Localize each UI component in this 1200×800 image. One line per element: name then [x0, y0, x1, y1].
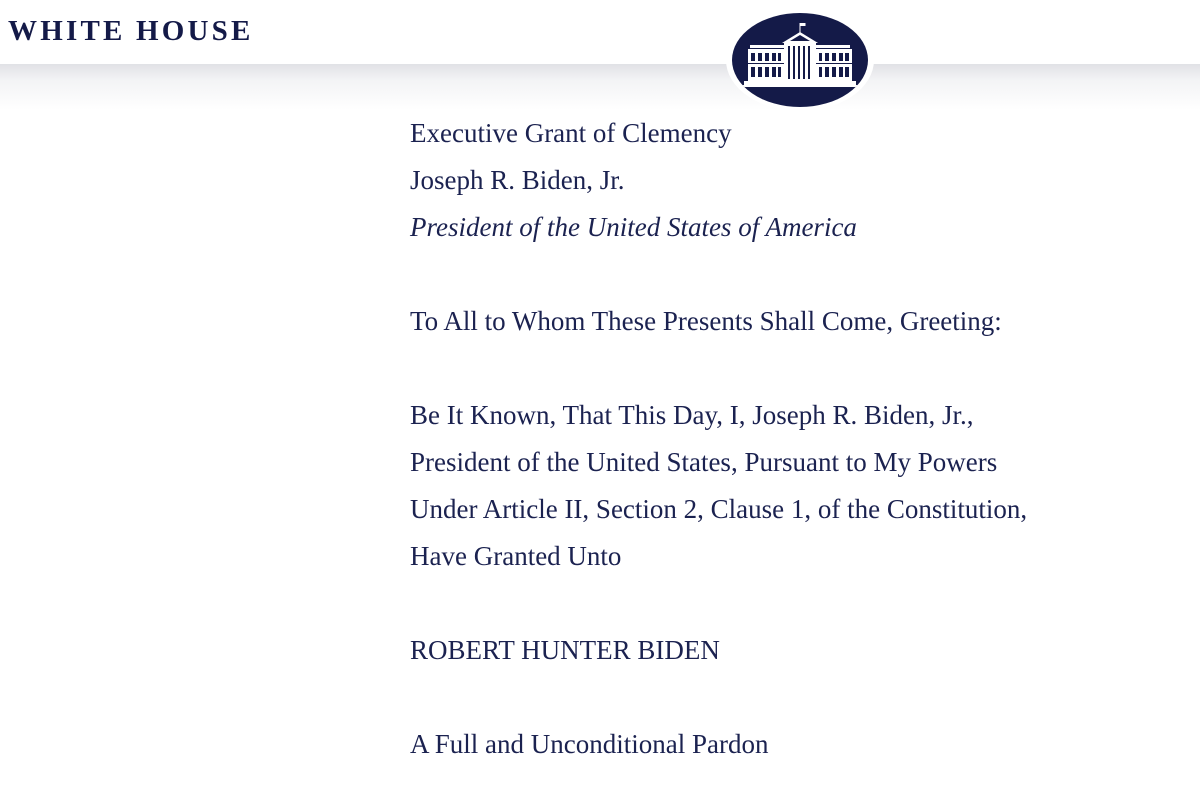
- header-shadow: [0, 64, 1200, 110]
- site-header: [0, 0, 1200, 64]
- president-office: President of the United States of America: [410, 212, 857, 242]
- body-line: Be It Known, That This Day, I, Joseph R. Biden, Jr.,: [410, 400, 974, 430]
- site-title-link[interactable]: WHITE HOUSE: [8, 15, 254, 47]
- spacer: [410, 580, 1170, 627]
- document-title: Executive Grant of Clemency: [410, 118, 732, 148]
- president-name: Joseph R. Biden, Jr.: [410, 165, 625, 195]
- greeting-line: To All to Whom These Presents Shall Come, Greeting:: [410, 306, 1002, 336]
- clemency-document: [410, 110, 1170, 768]
- body-line: President of the United States, Pursuant to My Powers: [410, 447, 998, 477]
- spacer: [410, 251, 1170, 298]
- body-line: Have Granted Unto: [410, 541, 622, 571]
- grantee-name: ROBERT HUNTER BIDEN: [410, 635, 720, 665]
- white-house-building-icon: [732, 13, 868, 107]
- spacer: [410, 345, 1170, 392]
- grant-type: A Full and Unconditional Pardon: [410, 729, 769, 759]
- spacer: [410, 674, 1170, 721]
- body-line: Under Article II, Section 2, Clause 1, of the Constitution,: [410, 494, 1028, 524]
- seal-oval: [732, 13, 868, 107]
- white-house-seal[interactable]: [726, 9, 874, 111]
